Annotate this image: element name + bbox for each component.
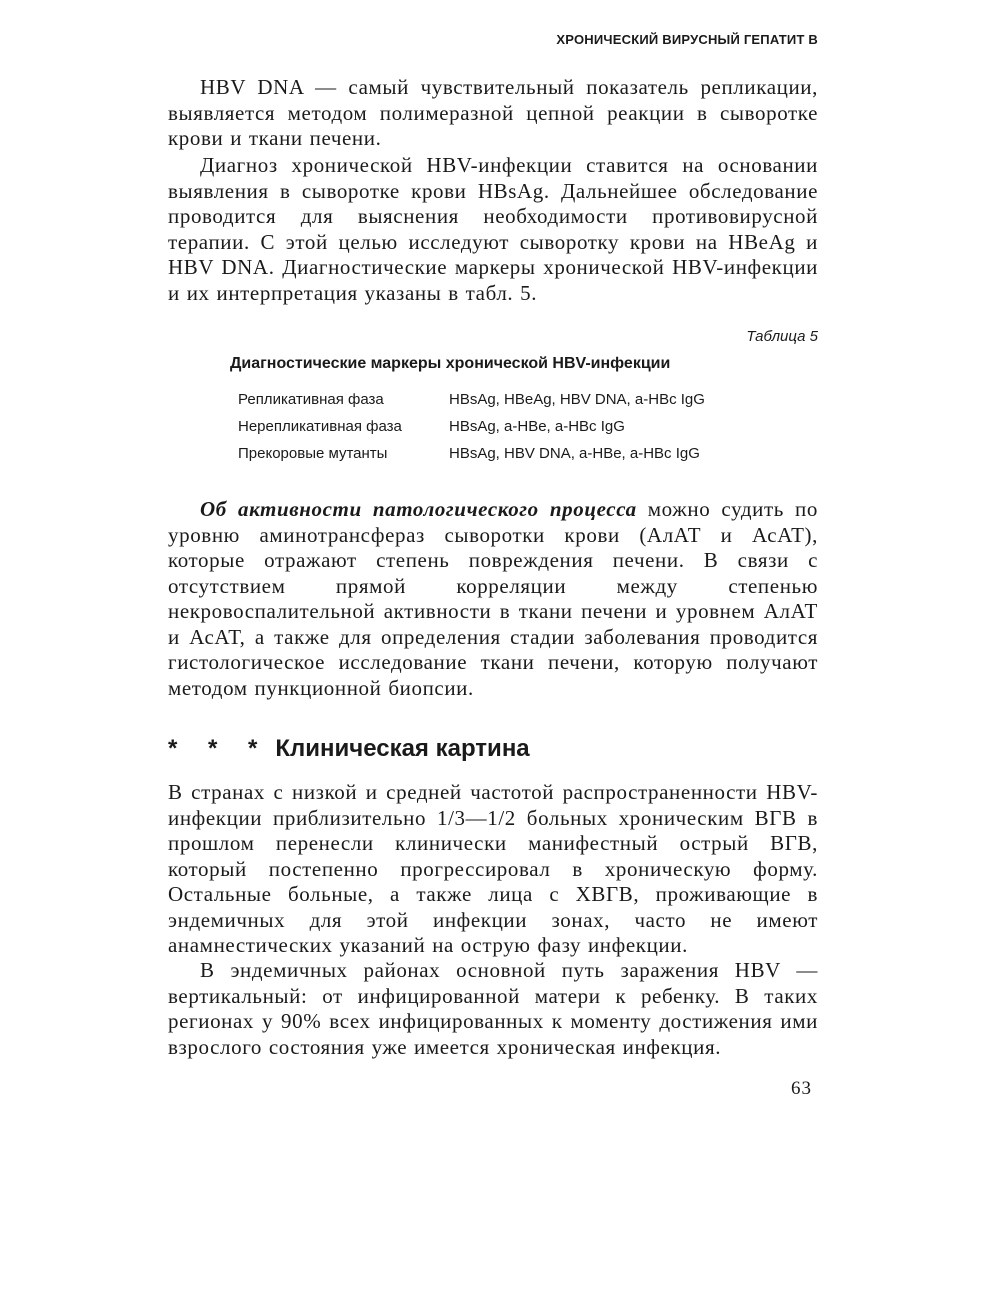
running-head: ХРОНИЧЕСКИЙ ВИРУСНЫЙ ГЕПАТИТ В (556, 32, 818, 47)
paragraph-activity-text: можно судить по уровню аминотрансфераз сыворотки крови (АлАТ и АсАТ), которые отражают степень повреждения печени. В связи с отсутствием прямой корреляции между степенью некровоспалительной активности в ткани печени и уровнем АлАТ и АсАТ, а также для определения стадии заболевания проводится гистологическое исследование ткани печени, которую получают методом пункционной биопсии. (168, 497, 818, 700)
paragraph-diagnosis: Диагноз хронической HBV-инфекции ставится на основании выявления в сыворотке крови HBsAg. Дальнейшее обследование проводится для выяснения необходимости противовирусной терапии. С этой целью исследуют сыворотку крови на HBeAg и HBV DNA. Диагностические маркеры хронической HBV-инфекции и их интерпретация указаны в табл. 5. (168, 153, 818, 305)
paragraph-endemic-regions: В эндемичных районах основной путь заражения HBV — вертикальный: от инфицированной матери к ребенку. В таких регионах у 90% всех инфицированных к моменту достижения ими взрослого состояния уже имеется хроническая инфекция. (168, 958, 818, 1059)
table-cell-markers: HBsAg, HBeAg, HBV DNA, a-HBc IgG (449, 391, 705, 408)
table-cell-phase: Прекоровые мутанты (238, 445, 388, 462)
section-heading (168, 735, 530, 763)
table-title: Диагностические маркеры хронической HBV-инфекции (230, 355, 671, 372)
table-cell-markers: HBsAg, HBV DNA, a-HBe, a-HBc IgG (449, 445, 700, 462)
paragraph-hbv-dna: HBV DNA — самый чувствительный показатель репликации, выявляется методом полимеразной цепной реакции в сыворотке крови и ткани печени. (168, 75, 818, 150)
table-row (238, 413, 705, 440)
table-cell-phase: Нерепликативная фаза (238, 418, 402, 435)
markers-table (238, 386, 705, 467)
table-caption: Таблица 5 (746, 328, 818, 345)
table-cell-markers: HBsAg, a-HBe, a-HBc IgG (449, 418, 625, 435)
section-title: Клиническая картина (275, 735, 530, 762)
section-stars: * * * (168, 735, 270, 762)
page-number: 63 (791, 1078, 812, 1099)
table-row (238, 440, 705, 467)
paragraph-clinical-picture: В странах с низкой и средней частотой распространенности HBV-инфекции приблизительно 1/3—1/2 больных хроническим ВГВ в прошлом перенесли клинически манифестный острый ВГВ, который постепенно прогрессировал в хроническую форму. Остальные больные, а также лица с ХВГВ, проживающие в эндемичных для этой инфекции зонах, часто не имеют анамнестических указаний на острую фазу инфекции. (168, 780, 818, 957)
table-cell-phase: Репликативная фаза (238, 391, 384, 408)
paragraph-activity (168, 497, 818, 701)
table-row (238, 386, 705, 413)
paragraph-lead-phrase: Об активности патологического процесса (200, 497, 637, 521)
